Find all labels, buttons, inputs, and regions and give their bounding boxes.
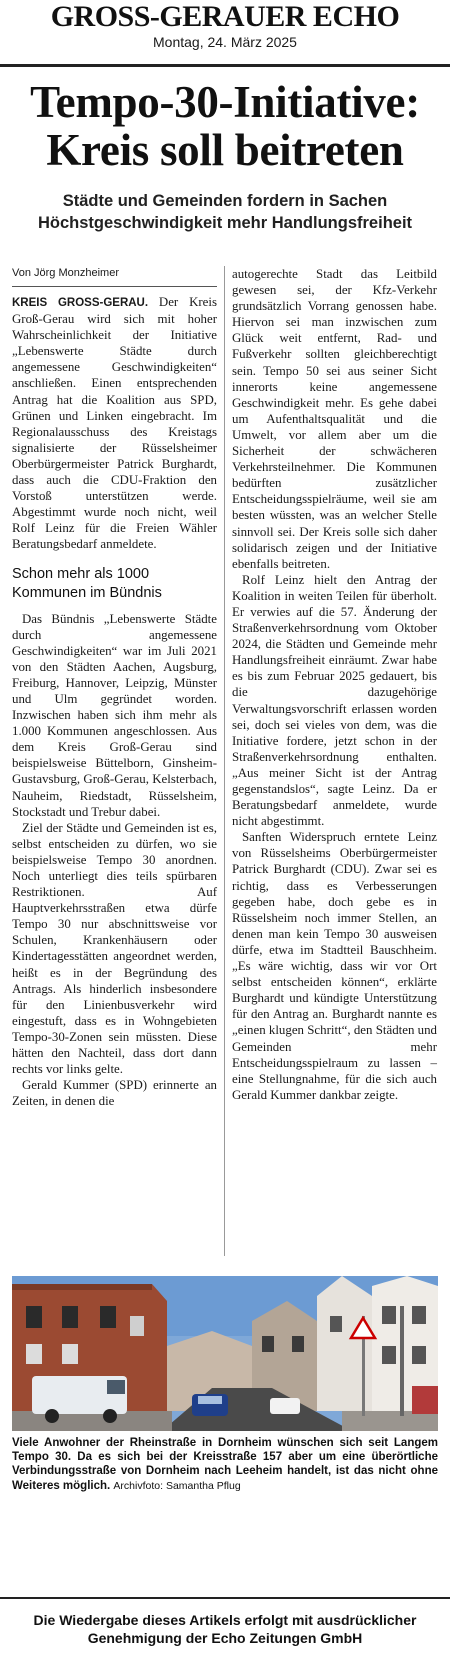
article-column-right: [232, 266, 437, 1103]
reprint-notice: [0, 1611, 450, 1647]
article-subhead: [0, 190, 450, 234]
caption-text: Viele Anwohner der Rheinstraße in Dornheim wünschen sich seit Langem Tempo 30. Da es sich bei der Kreisstraße 157 aber um eine überörtliche Verbindungsstraße von Dornheim nach Leeheim handelt, ist das nicht ohne Weiteres möglich.: [12, 1437, 438, 1492]
paragraph-kummer-continued: autogerechte Stadt das Leitbild gewesen sei, der Kfz-Verkehr grundsätzlich Vorrang genossen habe. Hiervon sei man inzwischen zum Glück weit entfernt, Rad- und Fußverkehr sollten gleichberechtigt sein. Tempo 50 sei aus seiner Sicht innerorts keine angemessene Geschwindigkeit mehr. Es gehe dabei um Aufenthaltsqualität und die Umwelt, vor allem aber um die Sicherheit der schwächeren Verkehrsteilnehmer. Die Kommunen bedürften zusätzlicher Entscheidungsspielräume, weil sie am besten wüssten, was an welcher Stelle sinnvoll sei. Der Kreis solle sich daher solidarisch zeigen und der Initiative ebenfalls beitreten.: [232, 267, 437, 571]
paragraph-goals: Ziel der Städte und Gemeinden ist es, selbst entscheiden zu dürfen, wo sie beispielsweise Tempo 30 anordnen. Noch unterliegt dies teils spürbaren Restriktionen. Auf Hauptverkehrsstraßen etwa dürfe Tempo 30 nur abschnittsweise vor Schulen, Krankenhäusern oder Kindertagesstätten angeordnet werden, heißt es in der Begründung des Antrags. Als hinderlich insbesondere für den Linienbusverkehr wird eingestuft, dass es in Wohngebieten Tempo-30-Zonen sein müssten. Diese hätten den Nachteil, dass dort dann rechts vor links gelte.: [12, 820, 217, 1077]
headline-line-1: Tempo-30-Initiative:: [30, 77, 420, 127]
paragraph-burghardt: Sanften Widerspruch erntete Leinz von Rüsselsheims Oberbürgermeister Patrick Burghardt (CDU). Zwar sei es richtig, dass es Verbesserungen gegeben habe, doch gebe es in Rüsselsheim noch immer Stellen, an denen man kein Tempo 30 ausweisen dürfe, etwa im Stadtteil Bauschheim. „Es wäre wichtig, dass wir vor Ort selbst entscheiden können“, erklärte Burghardt und kündigte Unterstützung für den Antrag an. Burghardt nannte es „einen klugen Schritt“, den Städten und Gemeinden mehr Entscheidungsspielraum zu lassen – eine Stellungnahme, für die sich auch Gerald Kummer dankbar zeigte.: [232, 830, 437, 1102]
reprint-notice-line-1: Die Wiedergabe dieses Artikels erfolgt mit ausdrücklicher: [33, 1612, 417, 1628]
street-photo-illustration: [12, 1276, 438, 1431]
article-headline: [0, 78, 450, 174]
reprint-notice-line-2: Genehmigung der Echo Zeitungen GmbH: [87, 1630, 363, 1646]
paragraph-lead: [12, 294, 217, 553]
column-divider: [224, 266, 225, 1256]
subhead-line-2: Höchstgeschwindigkeit mehr Handlungsfreiheit: [37, 214, 413, 232]
issue-date: Montag, 24. März 2025: [153, 34, 297, 50]
paragraph-kummer-start: Gerald Kummer (SPD) erinnerte an Zeiten, in denen die: [12, 1078, 217, 1109]
masthead-rule: [0, 64, 450, 67]
article-column-left: [12, 266, 217, 1109]
masthead: [0, 0, 450, 51]
interheadline: Schon mehr als 1000 Kommunen im Bündnis: [12, 565, 162, 601]
paragraph-lead-text: Der Kreis Groß-Gerau wird sich mit hoher Wahrscheinlichkeit der Initiative „Lebenswerte Städte durch angemessene Geschwindigkeiten“ anschließen. Einen entsprechenden Antrag hat die Koalition aus SPD, Grünen und Linken eingebracht. Im Regionalausschuss des Kreistags signalisierte der Rüsselsheimer Oberbürgermeister Patrick Burghardt, dass auch die CDU-Fraktion den Vorstoß unterstützen werde. Abgestimmt wurde noch nicht, weil Rolf Leinz für die Freien Wähler Beratungsbedarf anmeldete.: [12, 295, 217, 552]
paragraph-alliance: Das Bündnis „Lebenswerte Städte durch angemessene Geschwindigkeiten“ war im Juli 2021 von den Städten Aachen, Augsburg, Freiburg, Hannover, Leipzig, Münster und Ulm gegründet worden. Inzwischen haben sich ihm mehr als 1.000 Kommunen angeschlossen. Aus dem Kreis Groß-Gerau sind beispielsweise Büttelborn, Ginsheim-Gustavsburg, Groß-Gerau, Kelsterbach, Nauheim, Riedstadt, Rüsselsheim, Stockstadt und Trebur dabei.: [12, 611, 217, 819]
headline-line-2: Kreis soll beitreten: [46, 125, 404, 175]
photo-credit: Archivfoto: Samantha Pflug: [113, 1479, 241, 1492]
author-byline: Von Jörg Monzheimer: [12, 266, 217, 287]
footer-rule: [0, 1597, 450, 1599]
newspaper-name: GROSS-GERAUER ECHO: [50, 0, 400, 33]
dateline: KREIS GROSS-GERAU.: [12, 297, 149, 309]
article-photo: [12, 1276, 438, 1431]
subhead-line-1: Städte und Gemeinden fordern in Sachen: [62, 192, 388, 210]
paragraph-leinz: Rolf Leinz hielt den Antrag der Koalition in weiten Teilen für überholt. Er verwies auf die 57. Änderung der Straßenverkehrsordnung vom Oktober 2024, die Städten und Gemeinde mehr Handlungsfreiheit einräumt. Zwar habe es bis zum Februar 2025 gedauert, bis die dazugehörige Verwaltungsvorschrift erlassen worden sei, doch sei vieles von dem, was die Initiative fordere, jetzt schon in der Straßenverkehrsordnung enthalten. „Aus meiner Sicht ist der Antrag gegenstandslos“, sagte Leinz. Da er Beratungsbedarf anmeldete, wurde nicht abgestimmt.: [232, 572, 437, 829]
photo-caption: [12, 1436, 438, 1493]
